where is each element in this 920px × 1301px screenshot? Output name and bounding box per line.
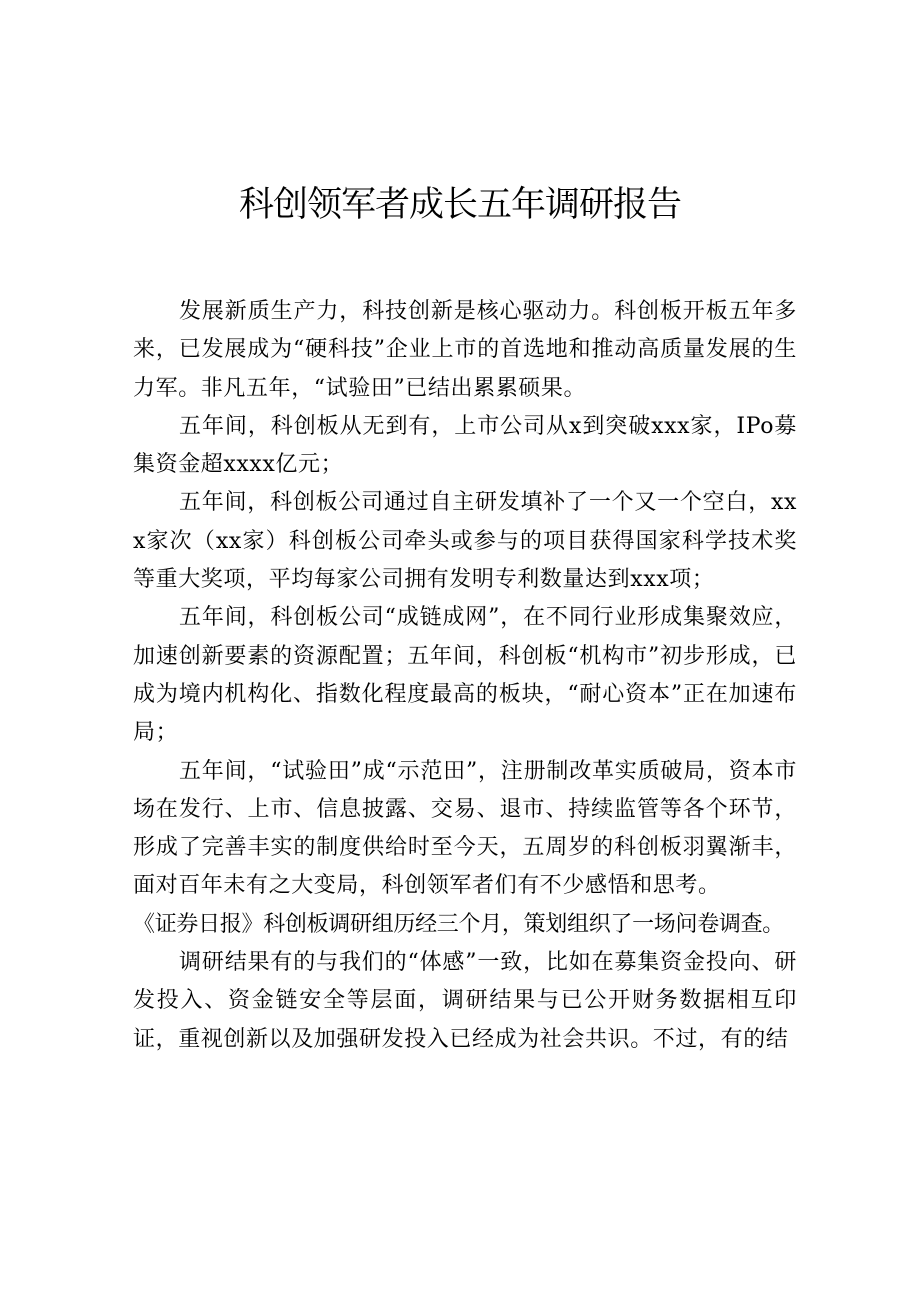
- paragraph-registration-reform: 五年间，“试验田”成“示范田”，注册制改革实质破局，资本市场在发行、上市、信息披露、交易、退市、持续监管等各个环节，形成了完善丰实的制度供给时至今天，五周岁的科创板羽翼渐丰，面对百年未有之大变局，科创领军者们有不少感悟和思考。: [133, 758, 797, 899]
- paragraph-survey-intro: 《证券日报》科创板调研组历经三个月，策划组织了一场问卷调查。: [133, 911, 785, 937]
- paragraph-survey-results: 调研结果有的与我们的“体感”一致，比如在募集资金投向、研发投入、资金链安全等层面，调研结果与已公开财务数据相互印证，重视创新以及加强研发投入已经成为社会共识。不过，有的结: [133, 950, 797, 1052]
- document-title: 科创领军者成长五年调研报告: [238, 185, 681, 225]
- document-body: [133, 293, 797, 1059]
- paragraph-independent-rd: 五年间，科创板公司通过自主研发填补了一个又一个空白，xxx家次（xx家）科创板公司牵头或参与的项目获得国家科学技术奖等重大奖项，平均每家公司拥有发明专利数量达到xxx项；: [133, 490, 797, 593]
- paragraph-industry-chain: 五年间，科创板公司“成链成网”，在不同行业形成集聚效应，加速创新要素的资源配置；五年间，科创板“机构市”初步形成，已成为境内机构化、指数化程度最高的板块，“耐心资本”正在加速布局；: [133, 605, 797, 746]
- paragraph-listed-companies: 五年间，科创板从无到有，上市公司从x到突破xxx家，IPo募集资金超xxxx亿元；: [133, 413, 797, 478]
- paragraph-intro: 发展新质生产力，科技创新是核心驱动力。科创板开板五年多来，已发展成为“硬科技”企业上市的首选地和推动高质量发展的生力军。非凡五年，“试验田”已结出累累硕果。: [133, 299, 797, 401]
